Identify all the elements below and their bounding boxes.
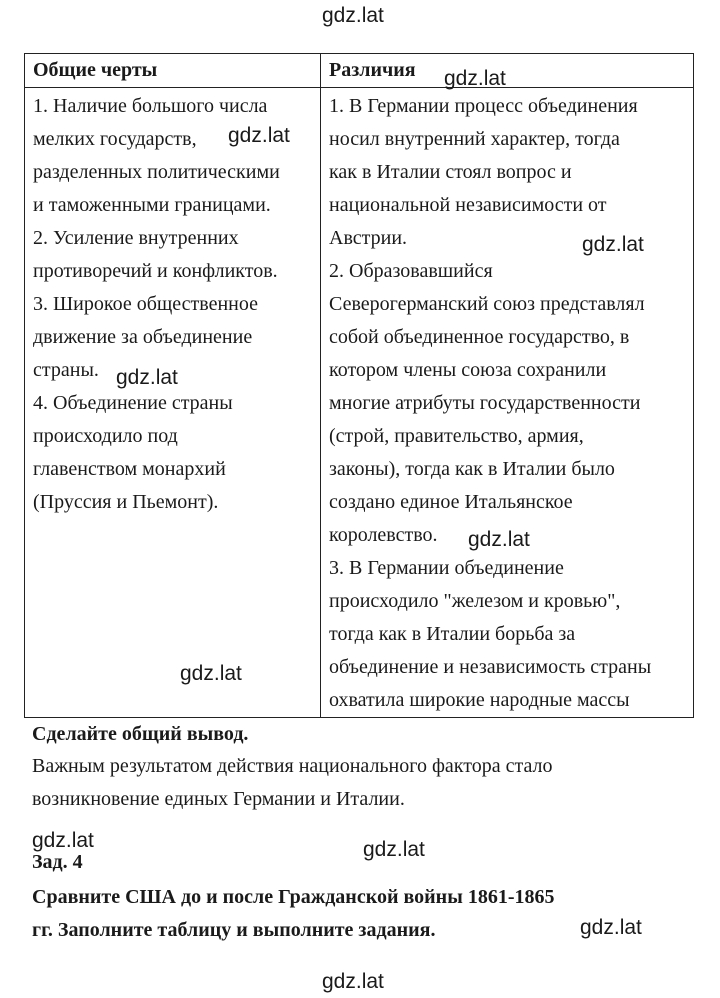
diff-line: 3. В Германии объединение xyxy=(329,557,564,579)
watermark: gdz.lat xyxy=(444,67,506,90)
task-number: Зад. 4 xyxy=(32,851,83,873)
diff-line: собой объединенное государство, в xyxy=(329,326,630,348)
diff-line: как в Италии стоял вопрос и xyxy=(329,161,572,183)
diff-line: котором члены союза сохранили xyxy=(329,359,607,381)
diff-line: королевство. xyxy=(329,524,438,546)
watermark: gdz.lat xyxy=(582,233,644,256)
watermark: gdz.lat xyxy=(32,829,94,852)
common-line: происходило под xyxy=(33,425,178,447)
diff-line: происходило "железом и кровью", xyxy=(329,590,621,612)
common-line: движение за объединение xyxy=(33,326,253,348)
diff-line: (строй, правительство, армия, xyxy=(329,425,584,447)
header-common-features: Общие черты xyxy=(25,54,321,88)
common-line: 1. Наличие большого числа xyxy=(33,95,268,117)
common-line: главенством монархий xyxy=(33,458,226,480)
common-line: 4. Объединение страны xyxy=(33,392,233,414)
diff-line: законы), тогда как в Италии было xyxy=(329,458,615,480)
header-differences: Различия xyxy=(321,54,694,88)
watermark: gdz.lat xyxy=(322,4,384,27)
task-line: гг. Заполните таблицу и выполните задания. xyxy=(32,919,436,941)
common-line: и таможенными границами. xyxy=(33,194,271,216)
watermark: gdz.lat xyxy=(468,528,530,551)
common-line: разделенных политическими xyxy=(33,161,280,183)
differences-cell xyxy=(321,88,694,718)
watermark: gdz.lat xyxy=(228,124,290,147)
diff-line: охватила широкие народные массы xyxy=(329,689,630,711)
common-features-cell xyxy=(25,88,321,718)
diff-line: тогда как в Италии борьба за xyxy=(329,623,576,645)
diff-line: создано единое Итальянское xyxy=(329,491,573,513)
common-line: 3. Широкое общественное xyxy=(33,293,258,315)
diff-line: носил внутренний характер, тогда xyxy=(329,128,620,150)
diff-line: Австрии. xyxy=(329,227,408,249)
diff-line: Северогерманский союз представлял xyxy=(329,293,645,315)
watermark: gdz.lat xyxy=(180,662,242,685)
diff-line: объединение и независимость страны xyxy=(329,656,652,678)
diff-line: национальной независимости от xyxy=(329,194,607,216)
conclusion-heading: Сделайте общий вывод. xyxy=(32,723,249,745)
table-header-row xyxy=(25,54,694,88)
diff-line: 2. Образовавшийся xyxy=(329,260,493,282)
watermark: gdz.lat xyxy=(580,916,642,939)
watermark: gdz.lat xyxy=(116,366,178,389)
watermark: gdz.lat xyxy=(322,970,384,993)
conclusion-line: возникновение единых Германии и Италии. xyxy=(32,788,405,810)
diff-line: 1. В Германии процесс объединения xyxy=(329,95,638,117)
common-line: противоречий и конфликтов. xyxy=(33,260,278,282)
watermark: gdz.lat xyxy=(363,838,425,861)
common-line: 2. Усиление внутренних xyxy=(33,227,239,249)
common-line: страны. xyxy=(33,359,99,381)
conclusion-line: Важным результатом действия национального фактора стало xyxy=(32,755,553,777)
diff-line: многие атрибуты государственности xyxy=(329,392,641,414)
common-line: (Пруссия и Пьемонт). xyxy=(33,491,219,513)
task-line: Сравните США до и после Гражданской войны 1861-1865 xyxy=(32,886,555,908)
table-row xyxy=(25,88,694,718)
common-line: мелких государств, xyxy=(33,128,197,150)
